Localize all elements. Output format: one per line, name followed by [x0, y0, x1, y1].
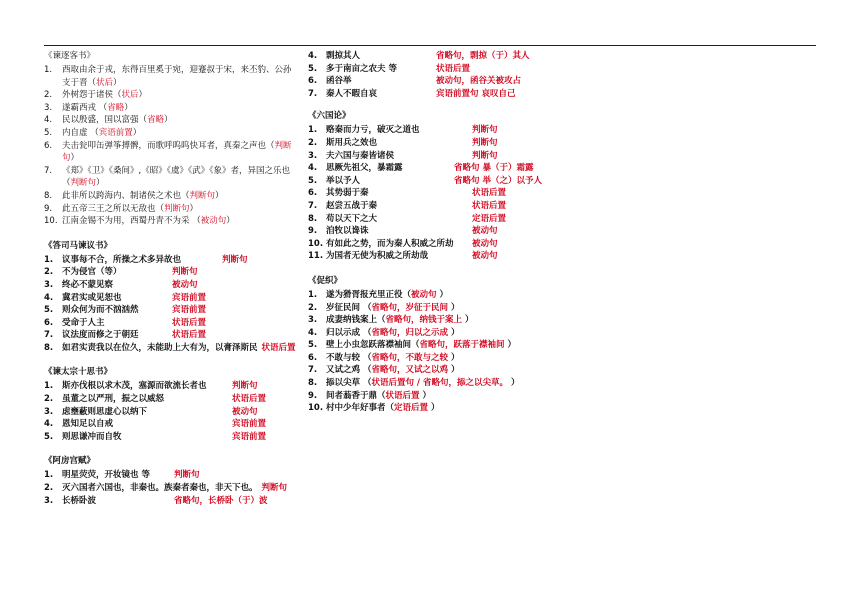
item-number: 3.: [44, 102, 53, 113]
item-note: 状语后置: [385, 390, 420, 401]
item-number: 9.: [308, 226, 318, 237]
item-paren: ）: [124, 102, 133, 113]
item-paren: ）: [447, 327, 460, 338]
item-number: 4.: [44, 419, 54, 430]
item-note: 省略句，岁征于民间: [371, 302, 448, 313]
item-text: 壁上小虫忽跃落襟袖间（: [326, 340, 420, 351]
item-text: 如君实责我以在位久，未能助上大有为，以膏泽斯民: [62, 342, 258, 353]
list-item: [308, 238, 558, 251]
item-text: 长桥卧波: [62, 495, 97, 506]
item-note: 判断句: [222, 254, 248, 265]
item-number: 8.: [44, 190, 53, 201]
item-text: 虽董之以严刑，振之以威怒: [62, 394, 165, 405]
item-text: 间者蓊香于鼎（: [326, 390, 386, 401]
list-item: [308, 377, 558, 390]
item-number: 4.: [44, 292, 54, 303]
item-number: 6.: [308, 76, 318, 87]
item-number: 6.: [44, 140, 53, 151]
section-cuzhi: [308, 275, 558, 415]
item-note: 省略句，纳钱于案上: [385, 315, 463, 326]
item-text: 掭以尖草 （: [326, 378, 372, 389]
item-text: 赂秦而力亏，破灭之道也: [326, 125, 420, 136]
item-text: 江南金锡不为用，西蜀丹青不为采 （: [62, 216, 201, 227]
item-note: 判断句: [164, 203, 190, 214]
item-text: 不敢与较 （: [326, 352, 372, 363]
item-number: 4.: [44, 115, 53, 126]
list-item: [308, 187, 558, 200]
item-text: 斯亦伐根以求木茂，塞源而欲流长者也: [62, 381, 207, 392]
item-text: 洎牧以谗诛: [326, 226, 369, 237]
list-item: [308, 124, 558, 137]
item-note: 状后: [121, 90, 139, 101]
item-paren: ）: [70, 153, 80, 164]
section-title: 《阿房宫赋》: [44, 456, 96, 467]
item-note: 宾语前置句 哀叹自己: [436, 88, 516, 99]
right-column: [308, 50, 558, 427]
item-paren: ）: [447, 302, 460, 313]
item-paren: ）: [436, 289, 448, 300]
item-paren: ）: [447, 352, 460, 363]
item-note: 判断句: [232, 381, 258, 392]
item-note: 判断句: [261, 483, 288, 494]
item-text: 则思谦冲而自牧: [62, 431, 122, 442]
item-number: 3.: [308, 150, 318, 161]
item-note: 状语后置: [472, 188, 507, 199]
list-item: [44, 317, 296, 330]
section-dasima: [44, 240, 296, 355]
item-note: 判断句: [174, 470, 200, 481]
item-number: 10.: [308, 403, 324, 414]
item-text: 议法度而修之于朝廷: [62, 330, 139, 341]
item-note: 被动句: [411, 289, 437, 300]
item-note: 判断句: [62, 140, 292, 164]
item-note: 状语后置: [232, 394, 267, 405]
section-jianzhuke: [44, 50, 296, 228]
item-note: 状后: [96, 77, 114, 88]
list-item: [44, 406, 296, 419]
item-number: 3.: [44, 495, 54, 506]
item-paren: ）: [164, 115, 173, 126]
item-number: 2.: [44, 394, 54, 405]
list-item: [308, 50, 558, 63]
item-number: 7.: [44, 330, 54, 341]
section-title: 《谏太宗十思书》: [44, 367, 113, 378]
item-number: 10.: [44, 216, 58, 227]
item-text: 剽掠其人: [326, 51, 361, 61]
item-number: 4.: [308, 163, 318, 174]
section-taizong: [44, 366, 296, 443]
item-text: 冀君实或见恕也: [62, 292, 122, 303]
list-item: [308, 250, 558, 263]
list-item: [44, 215, 296, 228]
item-number: 8.: [44, 342, 54, 353]
section-title: 《谏逐客书》: [44, 51, 96, 61]
item-text: 斯用兵之效也: [326, 137, 378, 148]
list-item: [308, 327, 558, 340]
item-note: 宾语前置: [98, 127, 133, 138]
list-item: [44, 431, 296, 444]
item-note: 判断句: [189, 190, 216, 201]
list-item: [44, 266, 296, 279]
list-item: [44, 329, 296, 342]
list-item: [44, 304, 296, 317]
item-note: 省略句，归以之示成: [371, 327, 448, 338]
item-text: 函谷举: [326, 76, 352, 87]
item-number: 2.: [44, 483, 54, 494]
item-number: 9.: [308, 390, 318, 401]
list-item: [308, 162, 558, 175]
list-item: [308, 289, 558, 302]
section-title: 《促织》: [308, 275, 343, 286]
list-item: [44, 89, 296, 102]
item-note: 定语后置: [394, 403, 429, 414]
item-number: 2.: [308, 302, 318, 313]
item-number: 1.: [44, 470, 54, 481]
item-number: 10.: [308, 238, 324, 249]
item-text: 终必不蒙见察: [62, 279, 114, 290]
item-note: 被动句: [172, 279, 198, 290]
item-note: 宾语前置: [232, 419, 267, 430]
item-number: 5.: [308, 340, 318, 351]
list-item: [44, 292, 296, 305]
section-afang: [44, 455, 296, 507]
item-note: 判断句: [472, 150, 498, 161]
list-item: [44, 127, 296, 140]
list-item: [308, 75, 558, 88]
item-paren: ）: [504, 340, 516, 351]
item-text: 夫击瓮叩缶弹筝搏髀，而歌呼呜呜快耳者，真秦之声也（: [62, 140, 275, 151]
list-item: [308, 150, 558, 163]
item-note: 状语后置: [172, 317, 207, 328]
item-number: 1.: [308, 125, 318, 136]
item-number: 5.: [44, 305, 54, 316]
item-text: 民以殷盛，国以富强（: [62, 115, 148, 126]
item-text: 夫六国与秦皆诸侯: [326, 150, 395, 161]
item-number: 9.: [44, 203, 53, 214]
item-paren: ）: [462, 315, 474, 326]
list-item: [44, 342, 296, 355]
item-note: 被动句: [472, 226, 498, 237]
item-number: 8.: [308, 378, 318, 389]
item-note: 状语后置: [436, 63, 471, 74]
item-number: 7.: [308, 88, 318, 99]
list-item: [308, 200, 558, 213]
section-title: 《六国论》: [308, 111, 351, 122]
list-item: [44, 203, 296, 216]
section-liuguo: [308, 110, 558, 263]
item-text: 岁征民间 （: [326, 302, 372, 313]
item-text: 举以予人: [326, 175, 361, 186]
list-item: [44, 380, 296, 393]
item-note: 省略句，长桥卧（于）波: [174, 495, 268, 506]
list-item: [308, 390, 558, 403]
list-item: [308, 63, 558, 76]
item-number: 3.: [308, 315, 318, 326]
item-note: 被动句，函谷关被攻占: [436, 76, 522, 87]
item-paren: ）: [189, 203, 199, 214]
item-note: 被动句: [200, 216, 227, 227]
list-item: [308, 314, 558, 327]
item-note: 省略句，不敢与之较: [371, 352, 448, 363]
item-number: 2.: [308, 137, 318, 148]
list-item: [44, 102, 296, 115]
item-number: 3.: [44, 279, 54, 290]
item-text: 秦人不暇自哀: [326, 88, 378, 99]
item-note: 判断句: [472, 125, 498, 136]
item-note: 省略: [107, 102, 125, 113]
item-paren: ）: [215, 190, 224, 201]
section-title: 《答司马谏议书》: [44, 240, 113, 251]
item-text: 此五帝三王之所以无敌也（: [62, 203, 165, 214]
list-item: [44, 482, 296, 495]
item-paren: ）: [113, 77, 122, 88]
list-item: [308, 225, 558, 238]
list-item: [44, 114, 296, 127]
item-text: 《郑》《卫》《桑间》,《昭》《虞》《武》《象》者，异国之乐也（: [62, 165, 290, 189]
item-text: 思厥先祖父，暴霜露: [326, 163, 403, 174]
item-number: 6.: [308, 352, 318, 363]
item-note: 宾语前置: [172, 305, 207, 316]
item-text: 苟以天下之大: [326, 213, 378, 224]
item-text: 村中少年好事者（: [326, 403, 395, 414]
list-item: [308, 339, 558, 352]
list-item: [308, 302, 558, 315]
item-text: 议事每不合，所操之术多异故也: [62, 254, 182, 265]
item-number: 11.: [308, 251, 324, 262]
item-note: 定语后置: [472, 213, 507, 224]
list-item: [44, 165, 296, 190]
item-text: 明星荧荧，开妆镜也 等: [62, 470, 150, 481]
item-number: 6.: [308, 188, 318, 199]
item-number: 2.: [44, 267, 54, 278]
header-rule: [44, 45, 816, 46]
item-text: 又试之鸡 （: [326, 365, 372, 376]
item-number: 1.: [308, 289, 318, 300]
item-note: 省略句 暴（于）霜露: [454, 163, 534, 174]
item-number: 7.: [308, 365, 318, 376]
item-text: 多于南亩之农夫 等: [326, 63, 397, 74]
item-paren: ）: [138, 90, 148, 101]
list-item: [44, 393, 296, 406]
item-note: 被动句: [232, 406, 258, 417]
item-text: 则众何为而不汹汹然: [62, 305, 139, 316]
list-item: [44, 279, 296, 292]
item-text: 恩知足以自戒: [62, 419, 114, 430]
list-item: [308, 364, 558, 377]
item-note: 被动句: [472, 251, 498, 262]
item-paren: ）: [226, 216, 235, 227]
item-note: 判断句: [472, 137, 498, 148]
item-text: 此非所以跨海内、制诸侯之术也（: [62, 190, 190, 201]
item-text: 为国者无使为积威之所劫哉: [326, 251, 429, 262]
item-note: 省略: [147, 115, 165, 126]
item-number: 2.: [44, 90, 53, 101]
item-text: 遂为猾胥报充里正役（: [326, 289, 412, 300]
item-text: 赵尝五战于秦: [326, 200, 378, 211]
item-number: 1.: [44, 254, 54, 265]
item-note: 宾语前置: [172, 292, 207, 303]
item-text: 遂霸西戎 （: [62, 102, 108, 113]
item-number: 7.: [308, 200, 318, 211]
item-number: 7.: [44, 165, 53, 176]
item-text: 西取由余于戎，东得百里奚于宛，迎蹇叔于宋，来丕豹、公孙支于晋（: [62, 65, 292, 88]
item-text: 内自虚 （: [62, 127, 99, 138]
item-note: 判断句: [172, 267, 198, 278]
item-note: 宾语前置: [232, 431, 267, 442]
item-paren: ）: [419, 390, 431, 401]
list-item: [44, 140, 296, 165]
item-text: 外树怨于诸侯（: [62, 90, 122, 101]
item-note: 判断句: [70, 178, 97, 189]
item-number: 4.: [308, 51, 318, 61]
item-number: 6.: [44, 317, 54, 328]
item-number: 3.: [44, 406, 54, 417]
item-text: 其势弱于秦: [326, 188, 369, 199]
list-item: [308, 352, 558, 365]
item-note: 状语后置: [172, 330, 207, 341]
section-afang_cont: [308, 50, 558, 100]
list-item: [44, 418, 296, 431]
item-paren: ）: [428, 403, 440, 414]
item-number: 5.: [308, 63, 318, 74]
item-note: 状语后置: [261, 342, 296, 353]
item-paren: ）: [132, 127, 142, 138]
item-note: 省略句 举（之）以予人: [454, 175, 542, 186]
item-text: 虑壅蔽则思虚心以纳下: [62, 406, 148, 417]
item-text: 归以示成 （: [326, 327, 372, 338]
item-note: 省略句，又试之以鸡: [371, 365, 448, 376]
list-item: [44, 469, 296, 482]
list-item: [44, 64, 296, 89]
list-item: [308, 137, 558, 150]
list-item: [308, 402, 558, 415]
left-column: [44, 50, 296, 519]
item-paren: ）: [508, 378, 520, 389]
item-number: 1.: [44, 381, 54, 392]
item-number: 1.: [44, 65, 53, 75]
item-number: 5.: [44, 431, 54, 442]
item-text: 灭六国者六国也，非秦也。族秦者秦也，非天下也。: [62, 483, 258, 494]
list-item: [44, 190, 296, 203]
item-text: 不为侵官（等）: [62, 267, 122, 278]
item-text: 有如此之势，而为秦人积威之所劫: [326, 238, 454, 249]
item-note: 省略句，剽掠（于）其人: [436, 51, 530, 61]
item-note: 省略句，跃落于襟袖间: [419, 340, 505, 351]
item-paren: ）: [96, 178, 105, 189]
item-number: 8.: [308, 213, 318, 224]
item-text: 成妻纳钱案上（: [326, 315, 386, 326]
list-item: [44, 495, 296, 508]
item-paren: ）: [447, 365, 460, 376]
item-number: 4.: [308, 327, 318, 338]
item-note: 被动句: [472, 238, 498, 249]
item-note: 状语后置: [472, 200, 507, 211]
item-number: 5.: [44, 127, 53, 138]
item-note: 状语后置句 / 省略句，掭之以尖草。: [371, 378, 508, 389]
item-text: 受命于人主: [62, 317, 105, 328]
list-item: [308, 88, 558, 101]
list-item: [308, 213, 558, 226]
list-item: [44, 254, 296, 267]
list-item: [308, 175, 558, 188]
item-number: 5.: [308, 175, 318, 186]
